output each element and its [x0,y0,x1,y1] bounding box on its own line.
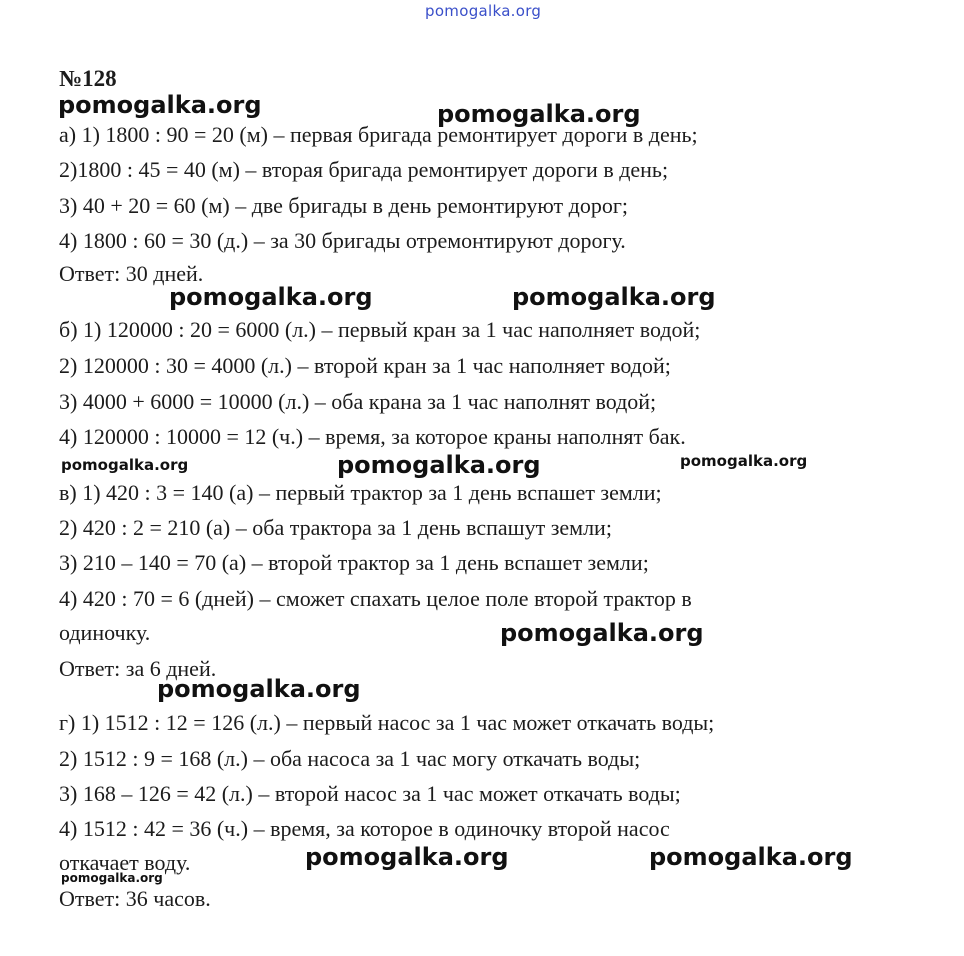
solution-line: 4) 1800 : 60 = 30 (д.) – за 30 бригады отремонтируют дорогу. [59,228,626,253]
solution-line: 4) 120000 : 10000 = 12 (ч.) – время, за которое краны наполнят бак. [59,424,686,449]
solution-line: в) 1) 420 : 3 = 140 (а) – первый трактор за 1 день вспашет земли; [59,480,662,505]
solution-line: а) 1) 1800 : 90 = 20 (м) – первая бригада ремонтирует дороги в день; [59,122,698,147]
watermark: pomogalka.org [58,91,262,119]
watermark: pomogalka.org [500,619,704,647]
solution-line: 3) 4000 + 6000 = 10000 (л.) – оба крана за 1 час наполнят водой; [59,389,657,414]
solution-line: б) 1) 120000 : 20 = 6000 (л.) – первый кран за 1 час наполняет водой; [59,317,701,342]
problem-number: №128 [59,66,117,91]
solution-line: 2) 1512 : 9 = 168 (л.) – оба насоса за 1 час могу откачать воды; [59,746,641,771]
watermark: pomogalka.org [169,283,373,311]
solution-line: откачает воду. [59,850,191,875]
watermark: pomogalka.org [61,871,163,885]
solution-line: 3) 210 – 140 = 70 (а) – второй трактор за 1 день вспашет земли; [59,550,649,575]
top-watermark: pomogalka.org [425,2,542,20]
solution-line: 3) 40 + 20 = 60 (м) – две бригады в день ремонтируют дорог; [59,193,628,218]
watermark: pomogalka.org [649,843,853,871]
answer-line: Ответ: за 6 дней. [59,656,217,681]
watermark: pomogalka.org [337,451,541,479]
watermark: pomogalka.org [61,456,189,474]
solution-line: г) 1) 1512 : 12 = 126 (л.) – первый насос за 1 час может откачать воды; [59,710,715,735]
watermark: pomogalka.org [437,100,641,128]
watermark: pomogalka.org [512,283,716,311]
solution-line: 3) 168 – 126 = 42 (л.) – второй насос за 1 час может откачать воды; [59,781,681,806]
solution-line: 2)1800 : 45 = 40 (м) – вторая бригада ремонтирует дороги в день; [59,157,669,182]
solution-line: 4) 420 : 70 = 6 (дней) – сможет спахать целое поле второй трактор в [59,586,692,611]
solution-line: 4) 1512 : 42 = 36 (ч.) – время, за которое в одиночку второй насос [59,816,670,841]
answer-line: Ответ: 30 дней. [59,261,204,286]
watermark: pomogalka.org [680,452,808,470]
watermark: pomogalka.org [157,675,361,703]
solution-line: одиночку. [59,620,151,645]
solution-line: 2) 120000 : 30 = 4000 (л.) – второй кран за 1 час наполняет водой; [59,353,671,378]
watermark: pomogalka.org [305,843,509,871]
solution-line: 2) 420 : 2 = 210 (а) – оба трактора за 1 день вспашут земли; [59,515,612,540]
answer-line: Ответ: 36 часов. [59,886,211,911]
